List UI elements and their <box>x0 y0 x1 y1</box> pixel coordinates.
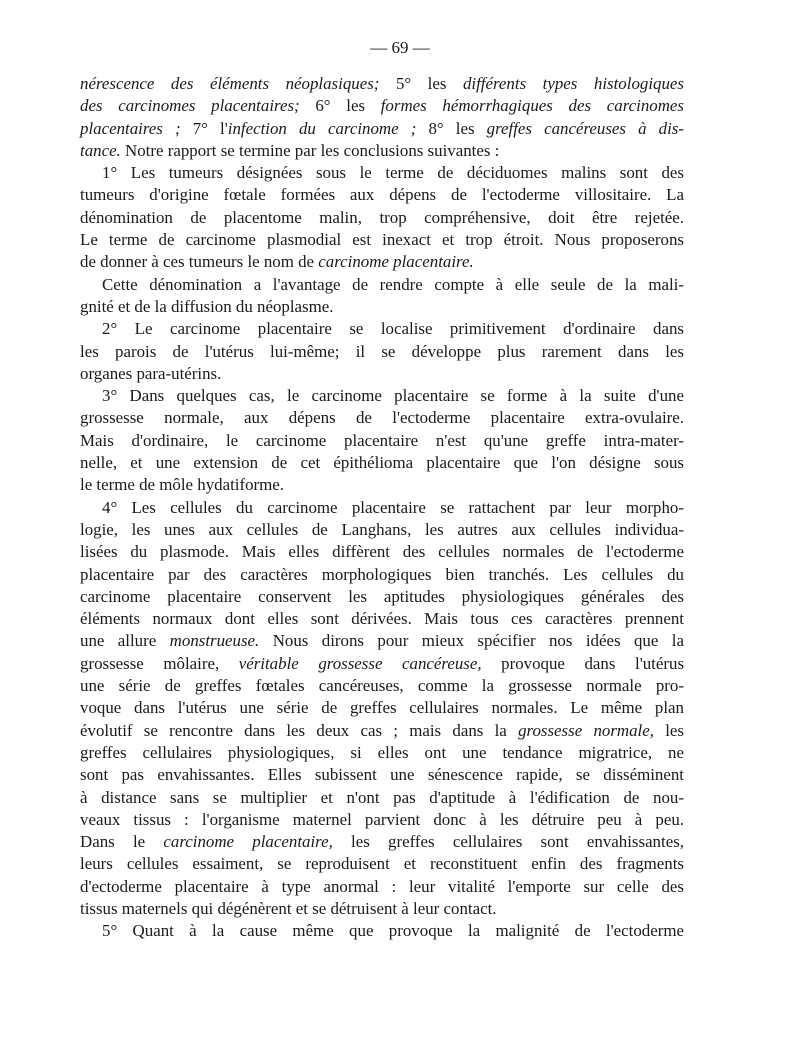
text-run: leurs cellules essaiment, se reproduisent et reconstituent enfin des fragments <box>80 854 684 874</box>
text-run: de donner à ces tumeurs le nom de <box>80 252 319 272</box>
text-run: lisées du plasmode. Mais elles diffèrent des cellules normales de l'ectoderme <box>80 542 684 562</box>
text-line <box>80 207 684 229</box>
italic-term: des carcinomes placentaires; <box>80 96 316 116</box>
text-line <box>80 251 684 273</box>
text-run: à distance sans se multiplier et n'ont pas d'aptitude à l'édification de nou- <box>80 787 684 807</box>
italic-term: nérescence des éléments néoplasiques; <box>80 74 396 93</box>
text-line <box>80 140 684 162</box>
text-run: 2° Le carcinome placentaire se localise primitivement d'ordinaire dans <box>102 319 684 339</box>
text-line <box>80 95 684 117</box>
text-line <box>80 809 684 831</box>
text-line <box>80 653 684 675</box>
text-run: tissus maternels qui dégénèrent et se détruisent à leur contact. <box>80 898 497 918</box>
page-number: — 69 — <box>370 38 430 57</box>
text-run: greffes cellulaires physiologiques, si elles ont une tendance migratrice, ne <box>80 742 684 762</box>
text-run: gnité et de la diffusion du néoplasme. <box>80 296 334 316</box>
text-line <box>80 385 684 407</box>
italic-term: tance. <box>80 140 126 160</box>
text-line <box>80 363 684 385</box>
text-run: grossesse môlaire, <box>80 653 239 673</box>
text-run: Notre rapport se termine par les conclusions suivantes : <box>125 140 500 160</box>
text-run: dénomination de placentome malin, trop compréhensive, doit être rejetée. <box>80 207 684 227</box>
italic-term: infection du carcinome ; <box>227 118 429 138</box>
text-line <box>80 407 684 429</box>
text-line <box>80 118 684 140</box>
text-run: Le terme de carcinome plasmodial est inexact et trop étroit. Nous proposerons <box>80 230 684 250</box>
text-run: logie, les unes aux cellules de Langhans, les autres aux cellules individua- <box>80 519 684 539</box>
text-line <box>80 430 684 452</box>
italic-term: greffes cancéreuses à dis- <box>486 118 684 138</box>
text-line <box>80 586 684 608</box>
text-run: 8° les <box>428 118 487 138</box>
italic-term: grossesse normale, <box>518 720 654 740</box>
text-run: voque dans l'utérus une série de greffes cellulaires normales. Le même plan <box>80 698 684 718</box>
text-run: évolutif se rencontre dans les deux cas ; mais dans la <box>80 720 519 740</box>
text-run: le terme de môle hydatiforme. <box>80 475 285 495</box>
italic-term: véritable grossesse cancéreuse, <box>238 653 482 673</box>
text-line <box>80 541 684 563</box>
text-run: 7° l' <box>192 118 228 138</box>
text-run: Dans le <box>80 832 164 852</box>
text-run: 3° Dans quelques cas, le carcinome placentaire se forme à la suite d'une <box>102 386 684 406</box>
text-line <box>80 831 684 853</box>
text-line <box>80 920 684 942</box>
text-run: sont pas envahissantes. Elles subissent une sénescence rapide, se disséminent <box>80 765 684 785</box>
text-line <box>80 787 684 809</box>
text-run: Cette dénomination a l'avantage de rendre compte à elle seule de la mali- <box>102 274 684 294</box>
text-line <box>80 497 684 519</box>
text-run: 4° Les cellules du carcinome placentaire se rattachent par leur morpho- <box>102 497 684 517</box>
text-run: une série de greffes fœtales cancéreuses, comme la grossesse normale pro- <box>80 676 684 696</box>
text-line <box>80 764 684 786</box>
italic-term: carcinome placentaire, <box>163 832 333 852</box>
text-line <box>80 697 684 719</box>
text-line <box>80 296 684 318</box>
text-run: organes para-utérins. <box>80 363 222 383</box>
text-line <box>80 608 684 630</box>
text-line <box>80 452 684 474</box>
italic-term: monstrueuse. <box>169 631 260 651</box>
text-line <box>80 720 684 742</box>
text-run: les <box>653 720 684 740</box>
italic-term: placentaires ; <box>80 118 193 138</box>
text-line <box>80 341 684 363</box>
text-run: les greffes cellulaires sont envahissantes, <box>332 832 684 852</box>
text-line <box>80 630 684 652</box>
text-line <box>80 318 684 340</box>
text-run: une allure <box>80 631 170 651</box>
text-line <box>80 742 684 764</box>
text-run: veaux tissus : l'organisme maternel parvient donc à les détruire peu à peu. <box>80 809 684 829</box>
text-run: Mais d'ordinaire, le carcinome placentaire n'est qu'une greffe intra-mater- <box>80 430 684 450</box>
text-run: 6° les <box>315 96 381 116</box>
text-run: d'ectoderme placentaire à type anormal : leur vitalité l'emporte sur celle des <box>80 876 684 896</box>
text-run: carcinome placentaire conservent les aptitudes physiologiques générales des <box>80 586 684 606</box>
text-line <box>80 876 684 898</box>
text-run: 5° Quant à la cause même que provoque la malignité de l'ectoderme <box>102 921 684 941</box>
text-line <box>80 853 684 875</box>
text-line <box>80 519 684 541</box>
text-line <box>80 274 684 296</box>
text-run: 1° Les tumeurs désignées sous le terme de déciduomes malins sont des <box>102 163 684 183</box>
text-line <box>80 184 684 206</box>
text-line <box>80 73 684 95</box>
text-line <box>80 162 684 184</box>
text-line <box>80 898 684 920</box>
italic-term: différents types histologiques <box>462 74 684 93</box>
text-line <box>80 675 684 697</box>
text-line <box>80 474 684 496</box>
text-run: éléments normaux dont elles sont dérivées. Mais tous ces caractères prennent <box>80 609 684 629</box>
text-line <box>80 229 684 251</box>
text-run: Nous dirons pour mieux spécifier nos idées que la <box>259 631 684 651</box>
text-run: 5° les <box>395 74 463 93</box>
italic-term: carcinome placentaire. <box>318 252 474 272</box>
text-run: les parois de l'utérus lui-même; il se développe plus rarement dans les <box>80 341 684 361</box>
text-line <box>80 564 684 586</box>
text-run: provoque dans l'utérus <box>481 653 685 673</box>
text-run: placentaire par des caractères morphologiques bien tranchés. Les cellules du <box>80 564 684 584</box>
italic-term: formes hémorrhagiques des carcinomes <box>380 96 684 116</box>
body-text <box>80 73 684 943</box>
text-run: tumeurs d'origine fœtale formées aux dépens de l'ectoderme villositaire. La <box>80 185 684 205</box>
text-run: nelle, et une extension de cet épithélioma placentaire que l'on désigne sous <box>80 453 684 473</box>
text-run: grossesse normale, aux dépens de l'ectoderme placentaire extra-ovulaire. <box>80 408 684 428</box>
